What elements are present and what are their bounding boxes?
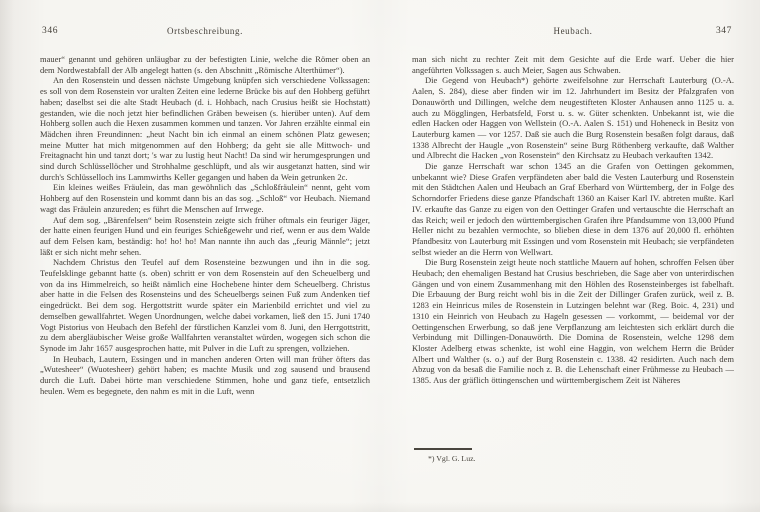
page-number-right: 347	[715, 26, 732, 36]
paragraph: mauer“ genannt und gehören unläugbar zu der befestigten Linie, welche die Römer oben an dem Nordwestabfall der Alb angelegt hatten (s. den Abschnitt „Römische Alterthümer“).	[40, 54, 370, 75]
paragraph: man sich nicht zu rechter Zeit mit dem Gesichte auf die Erde warf. Ueber die hier angeführten Volkssagen s. auch Meier, Sagen aus Schwaben.	[412, 54, 734, 75]
scan-edge-shadow-left	[0, 0, 14, 512]
paragraph: Die Gegend von Heubach*) gehörte zweifelsohne zur Herrschaft Lauterburg (O.-A. Aalen, S. 284), diese aber finden wir im 12. Jahrhundert im Besitz der Pfalzgrafen von Donauwörth und Dillingen, welche dem neugestifteten Kloster Anhausen anno 1125 u. a. auch zu Mögglingen, Herbatsfeld, Forst u. s. w. Güter schenkten. Unbekannt ist, wie die edlen Hacken oder Haggen von Wellstein (O.-A. Aalen S. 151) und Hoheneck in Besitz von Lauterburg kamen — vor 1257. Daß sie auch die Burg Rosenstein besaßen folgt daraus, daß 1338 Albrecht der Haugle „von Rosenstein“ seine Burg Röthenberg verkaufte, daß Walther und Albrecht die Hacken „von Rosenstein“ den Kirchsatz zu Heubach verkauften 1342.	[412, 75, 734, 161]
page-left-body	[40, 54, 370, 492]
page-right	[412, 26, 734, 464]
paragraph: Auf dem sog. „Bärenfelsen“ beim Rosenstein zeigte sich früher oftmals ein feuriger Jäger, der hatte einen feurigen Hund und ein feuriges Schießgewehr und rief, wenn er aus dem Walde auf dem Felsen kam, beständig: ho! ho! ho! Man nannte ihn auch das „feurig Männle“; jetzt läßt er sich nicht mehr sehen.	[40, 214, 370, 257]
page-left-header	[40, 26, 370, 42]
running-header-right: Heubach.	[553, 26, 593, 36]
paragraph: Die ganze Herrschaft war schon 1345 an die Grafen von Oettingen gekommen, unbekannt wie? Diese Grafen verpfändeten aber bald die Vesten Lauterburg und Rosenstein mit den Städtchen Aalen und Heubach an Graf Eberhard von Württemberg, der in Folge des Schorndorfer Friedens diese ganze Pfandschaft 1360 an Kaiser Karl IV. abtreten mußte. Karl IV. erkaufte das Ganze zu eigen von den Oettinger Grafen und vertauschte die Herrschaft an das Reich; weil er jedoch den württembergischen Grafen ihre Pfandsumme von 13,000 Pfund Heller nicht zu bezahlen vermochte, so blieben diese in dem 1376 auf 20,000 fl. erhöhten Pfandbesitz von Lauterburg mit Essingen und vom Rosenstein mit Heubach; sie verpfändeten selbst wieder an die Herrn von Wellwart.	[412, 161, 734, 257]
running-header-left: Ortsbeschreibung.	[167, 26, 243, 36]
page-right-body	[412, 54, 734, 442]
footnote-text: *) Vgl. G. Luz.	[428, 453, 476, 463]
paragraph: In Heubach, Lautern, Essingen und in manchen anderen Orten will man früher öfters das „Wutesheer“ (Wuotesheer) gehört haben; es machte Musik und zog sausend und brausend durch die Luft. Dabei hörte man verschiedene Stimmen, hohe und ganz tiefe, entsetzlich heulen. Wem es begegnete, den nahm es mit in die Luft, wenn	[40, 353, 370, 396]
paragraph: Die Burg Rosenstein zeigt heute noch stattliche Mauern auf hohen, schroffen Felsen über Heubach; den ehemaligen Bestand hat Crusius beschrieben, die Sage aber von unterirdischen Gängen und von einem Zusammenhang mit den Höhlen des Rosensteinberges ist fabelhaft. Die Erbauung der Burg reicht wohl bis in die Zeit der Dillinger Grafen zurück, weil z. B. 1283 ein Heinricus miles de Rosenstein in Lutzingen belehnt war (Reg. Boic. 4, 231) und 1310 ein Heinrich von Heubach zu Hageln gesessen — vorkommt, — beidemal vor der Oettingenschen Erwerbung, so daß jene Verpflanzung am leichtesten sich erklärt durch die Verbindung mit Dillingen-Donauwörth. Die Domina de Rosenstein, welche 1298 dem Kloster Adelberg etwas schenkte, ist wohl eine Haggin, von welchem Herrn die Brüder Albert und Walther (s. o.) auf der Burg Rosenstein c. 1338. 42 residirten. Auch nach dem Abzug von da besaß die Familie noch z. B. die Lehenschaft einer Frühmesse zu Heubach — 1385. Aus der gräflich öttingenschen und württembergischem Zeit ist Näheres	[412, 257, 734, 386]
footnote-block	[412, 448, 734, 464]
footnote-rule	[414, 448, 472, 450]
paragraph: An den Rosenstein und dessen nächste Umgebung knüpfen sich verschiedene Volkssagen: es soll von dem Rosenstein vor uralten Zeiten eine lederne Brücke bis auf den Hohberg geführt haben; daselbst sei die alte Stadt Heubach (d. i. Hohbach, nach Crusius heißt sie Hochstatt) gestanden, wie die noch jetzt hier befindlichen Gräben beweisen (s. hierüber unten). Auf dem Hohberg sollen auch die Hexen zusammen kommen und tanzen. Vor Jahren erzählte einmal ein Mädchen ihren Freundinnen: „heut Nacht bin ich einmal an einem schönen Platz gewesen; meine Mutter hat mich mitgenommen auf den Hohberg; da geht sie alle Mittwoch- und Freitagnacht hin und tanzt dort; 's war zu lustig heut Nacht! Da sind wir herumgesprungen und sind durch Schlüssellöcher und Strohhalme geschlüpft, und als wir ausgetanzt hatten, sind wir durch's Schlüsselloch ins Lammwirths Keller gegangen und haben da Wein getrunken 2c.	[40, 75, 370, 182]
page-left	[40, 26, 370, 492]
page-right-header	[412, 26, 734, 42]
scan-edge-shadow-bottom	[0, 502, 760, 512]
paragraph: Ein kleines weißes Fräulein, das man gewöhnlich das „Schloßfräulein“ nennt, geht vom Hohberg auf den Rosenstein und kommt dann bis an das sog. „Schloß“ vor Heubach. Niemand wagt das Fräulein anzureden; es führt die Menschen auf Irrwege.	[40, 182, 370, 214]
page-number-left: 346	[42, 26, 59, 36]
paragraph: Nachdem Christus den Teufel auf dem Rosensteine bezwungen und ihn in die sog. Teufelsklinge gebannt hatte (s. oben) schritt er von dem Rosenstein auf den Scheuelberg und von da ins Himmelreich, so heißt nämlich eine Hochebene hinter dem Scheuelberg. Christus aber hatte in die Felsen des Rosensteins und des Scheuelbergs seinen Fuß zum Andenken tief eingedrückt. Bei dem sog. Hergottstritt wurde später ein Marienbild errichtet und viel zu demselben gewallfahrtet. Wegen Unordnungen, welche dabei vorkamen, ließ den 15. Juni 1740 Vogt Pistorius von Heubach den Befehl der fürstlichen Kanzlei vom 8. Juni, den Herrgottstritt, zu dem abergläubischer Weise große Wallfahrten veranstaltet würden, wogegen sich schon die Synode im Jahr 1657 ausgesprochen hatte, mit Pulver in die Luft zu sprengen, vollziehen.	[40, 257, 370, 353]
